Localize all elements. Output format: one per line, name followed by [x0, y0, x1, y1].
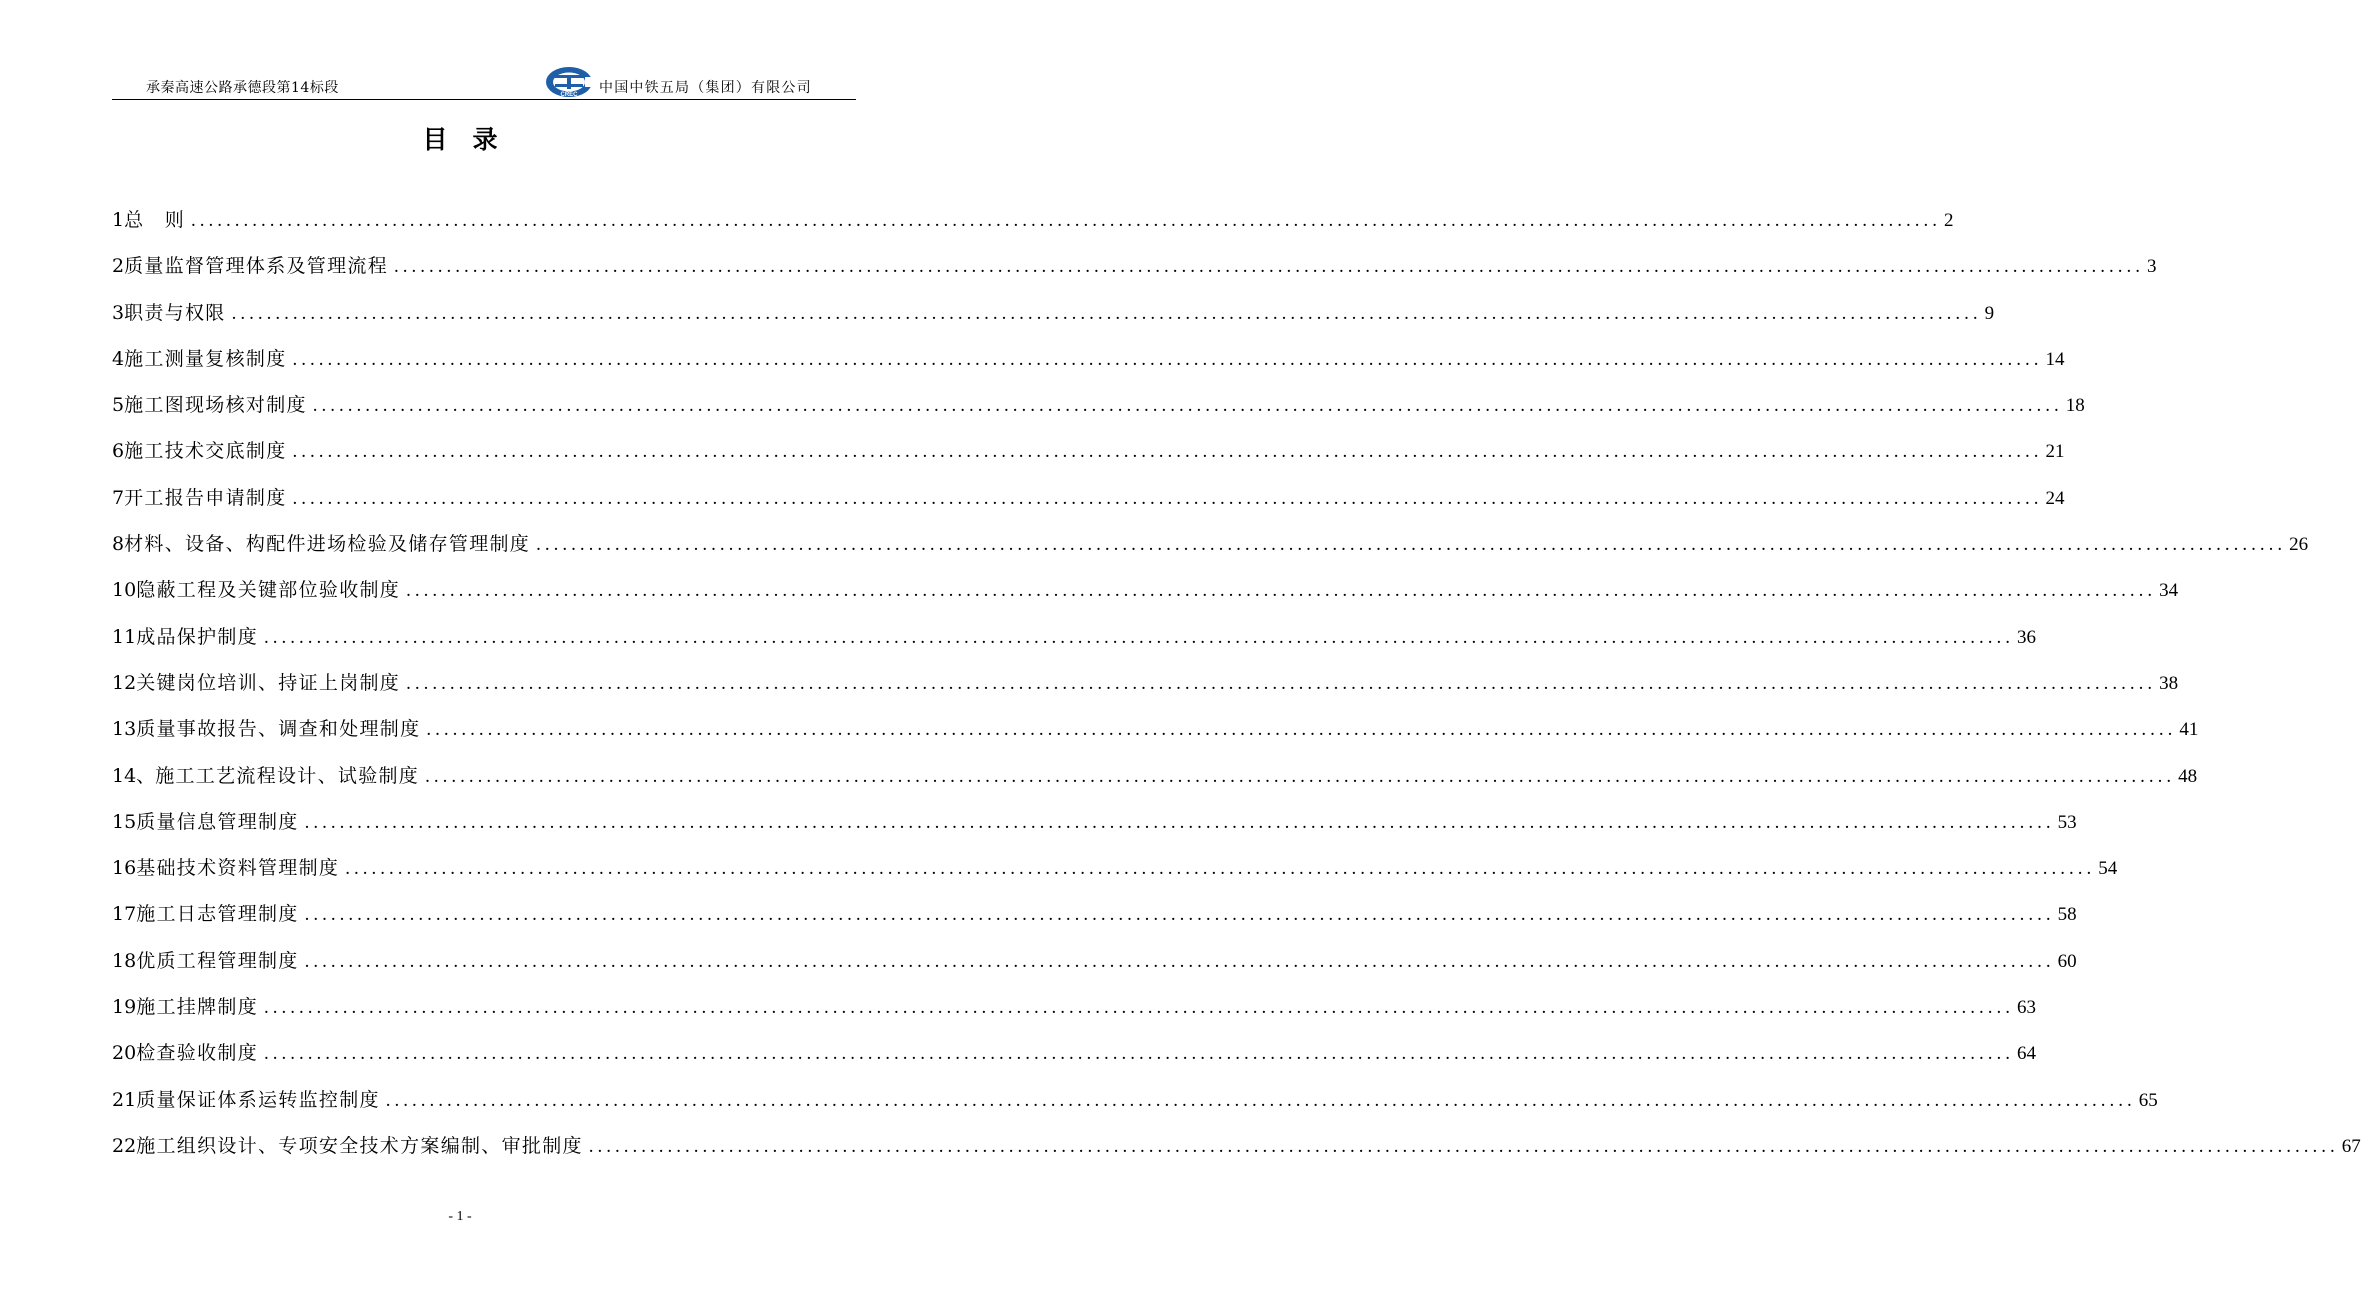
- toc-entry-page: 38: [2159, 672, 2179, 694]
- toc-entry-title: 关键岗位培训、持证上岗制度: [136, 671, 401, 694]
- toc-entry-page: 9: [1984, 302, 1995, 324]
- page-number: - 1 -: [448, 1209, 472, 1224]
- header-project-name: 承秦高速公路承德段第14标段: [146, 80, 339, 96]
- toc-leader-dots: ........................................................................................................................................................................................................: [426, 719, 2177, 741]
- toc-entry[interactable]: [112, 529, 2309, 575]
- toc-entry-number: 5: [112, 394, 125, 417]
- toc-entry-number: 1: [112, 209, 125, 231]
- toc-entry-number: 15: [112, 810, 137, 833]
- toc-entry-page: 2: [1944, 210, 1954, 231]
- toc-entry-number: 10: [112, 579, 137, 602]
- toc-entry[interactable]: [112, 946, 2077, 992]
- toc-entry-number: 8: [112, 533, 125, 556]
- toc-entry-page: 58: [2057, 904, 2077, 926]
- toc-entry-page: 21: [2045, 441, 2065, 463]
- toc-entry-title: 质量保证体系运转监控制度: [136, 1088, 380, 1111]
- toc-leader-dots: ........................................................................................................................................................................................................: [312, 395, 2063, 417]
- toc-entry-title: 施工工艺流程设计、试验制度: [155, 764, 420, 787]
- toc-entry[interactable]: [112, 761, 2198, 807]
- toc-entry[interactable]: [112, 668, 2179, 714]
- toc-entry[interactable]: [112, 298, 1995, 344]
- table-of-contents: [112, 205, 2361, 1177]
- toc-leader-dots: ........................................................................................................................................................................................................: [292, 441, 2043, 463]
- toc-entry-page: 63: [2017, 997, 2036, 1019]
- toc-entry-page: 60: [2057, 950, 2077, 972]
- header-divider: [112, 99, 856, 100]
- toc-leader-dots: ........................................................................................................................................................................................................: [536, 534, 2287, 556]
- toc-entry[interactable]: [112, 1131, 2361, 1177]
- toc-leader-dots: ........................................................................................................................................................................................................: [264, 1043, 2014, 1065]
- toc-leader-dots: ........................................................................................................................................................................................................: [425, 765, 2176, 787]
- toc-entry-number: 13: [112, 718, 137, 741]
- toc-entry-title: 质量监督管理体系及管理流程: [124, 255, 388, 278]
- toc-entry-page: 18: [2065, 395, 2085, 417]
- header-company: [545, 64, 812, 100]
- toc-entry[interactable]: [112, 344, 2065, 390]
- toc-entry-page: 3: [2147, 256, 2157, 278]
- toc-entry-number: 3: [112, 301, 125, 324]
- toc-entry-page: 41: [2179, 719, 2199, 741]
- toc-entry-title: 总 则: [124, 209, 185, 231]
- logo-lettering: CREC: [560, 92, 578, 98]
- toc-entry-title: 基础技术资料管理制度: [136, 857, 340, 880]
- toc-entry-title: 质量事故报告、调查和处理制度: [136, 718, 421, 741]
- toc-entry-title: 检查验收制度: [136, 1042, 258, 1065]
- toc-entry-number: 16: [112, 857, 137, 880]
- toc-entry[interactable]: [112, 992, 2036, 1038]
- toc-entry-title: 施工技术交底制度: [124, 440, 287, 463]
- toc-entry[interactable]: [112, 436, 2065, 482]
- crec-logo-icon: [545, 64, 597, 100]
- toc-entry-page: 34: [2159, 580, 2179, 602]
- toc-entry-number: 6: [112, 440, 125, 463]
- toc-leader-dots: ........................................................................................................................................................................................................: [292, 348, 2043, 370]
- toc-entry[interactable]: [112, 483, 2065, 529]
- toc-entry-number: 20: [112, 1042, 137, 1065]
- toc-leader-dots: ........................................................................................................................................................................................................: [231, 302, 1982, 324]
- toc-entry-page: 48: [2178, 765, 2198, 787]
- toc-entry-number: 2: [112, 255, 125, 278]
- toc-entry-number: 22: [112, 1134, 137, 1157]
- toc-entry-title: 施工挂牌制度: [136, 996, 258, 1019]
- toc-leader-dots: ........................................................................................................................................................................................................: [394, 256, 2144, 278]
- toc-entry[interactable]: [112, 899, 2077, 945]
- toc-entry-title: 施工组织设计、专项安全技术方案编制、审批制度: [136, 1134, 583, 1157]
- toc-entry-number: 12: [112, 671, 137, 694]
- toc-entry-number: 4: [112, 347, 125, 370]
- toc-entry[interactable]: [112, 1038, 2036, 1084]
- toc-leader-dots: ........................................................................................................................................................................................................: [304, 904, 2055, 926]
- company-name: 中国中铁五局（集团）有限公司: [599, 80, 812, 96]
- toc-entry-page: 14: [2045, 348, 2065, 370]
- toc-leader-dots: ........................................................................................................................................................................................................: [406, 580, 2157, 602]
- toc-leader-dots: ........................................................................................................................................................................................................: [292, 487, 2043, 509]
- toc-entry-page: 24: [2045, 487, 2065, 509]
- toc-entry-page: 64: [2017, 1043, 2036, 1065]
- toc-entry-title: 优质工程管理制度: [136, 949, 299, 972]
- toc-entry-title: 材料、设备、构配件进场检验及储存管理制度: [124, 533, 531, 556]
- toc-entry-page: 53: [2057, 811, 2077, 833]
- toc-entry-title: 隐蔽工程及关键部位验收制度: [136, 579, 401, 602]
- toc-entry[interactable]: [112, 807, 2077, 853]
- toc-entry-page: 36: [2017, 626, 2036, 648]
- toc-entry-number: 21: [112, 1088, 137, 1111]
- toc-entry-title: 开工报告申请制度: [124, 486, 287, 509]
- toc-entry-title: 施工测量复核制度: [124, 347, 287, 370]
- toc-entry[interactable]: [112, 390, 2085, 436]
- toc-leader-dots: ........................................................................................................................................................................................................: [304, 811, 2055, 833]
- page-title: 目 录: [422, 125, 498, 154]
- toc-entry[interactable]: [112, 622, 2036, 668]
- toc-entry-page: 65: [2138, 1089, 2158, 1111]
- toc-entry-page: 54: [2098, 858, 2118, 880]
- toc-entry[interactable]: [112, 853, 2118, 899]
- toc-leader-dots: ........................................................................................................................................................................................................: [406, 672, 2157, 694]
- toc-leader-dots: ........................................................................................................................................................................................................: [264, 626, 2014, 648]
- toc-leader-dots: ........................................................................................................................................................................................................: [304, 950, 2055, 972]
- toc-leader-dots: ........................................................................................................................................................................................................: [385, 1089, 2136, 1111]
- toc-entry-number: 7: [112, 486, 125, 509]
- toc-entry[interactable]: [112, 714, 2199, 760]
- toc-entry-page: 26: [2289, 534, 2309, 556]
- toc-entry[interactable]: [112, 251, 2157, 297]
- toc-entry-number: 11: [112, 625, 137, 648]
- toc-entry-title: 施工图现场核对制度: [124, 394, 307, 417]
- toc-entry[interactable]: [112, 1085, 2158, 1131]
- toc-leader-dots: ........................................................................................................................................................................................................: [264, 997, 2014, 1019]
- toc-entry[interactable]: [112, 575, 2179, 621]
- toc-entry-page: 67: [2341, 1135, 2361, 1157]
- toc-entry-number: 19: [112, 996, 137, 1019]
- toc-entry-title: 成品保护制度: [136, 625, 258, 648]
- toc-entry-number: 17: [112, 903, 137, 926]
- toc-entry-number: 14、: [112, 764, 156, 787]
- toc-entry-title: 施工日志管理制度: [136, 903, 299, 926]
- toc-leader-dots: ........................................................................................................................................................................................................: [588, 1135, 2339, 1157]
- toc-entry[interactable]: [112, 205, 1954, 251]
- toc-entry-number: 18: [112, 949, 137, 972]
- toc-leader-dots: ........................................................................................................................................................................................................: [191, 210, 1941, 231]
- toc-entry-title: 职责与权限: [124, 301, 226, 324]
- toc-entry-title: 质量信息管理制度: [136, 810, 299, 833]
- toc-leader-dots: ........................................................................................................................................................................................................: [345, 858, 2096, 880]
